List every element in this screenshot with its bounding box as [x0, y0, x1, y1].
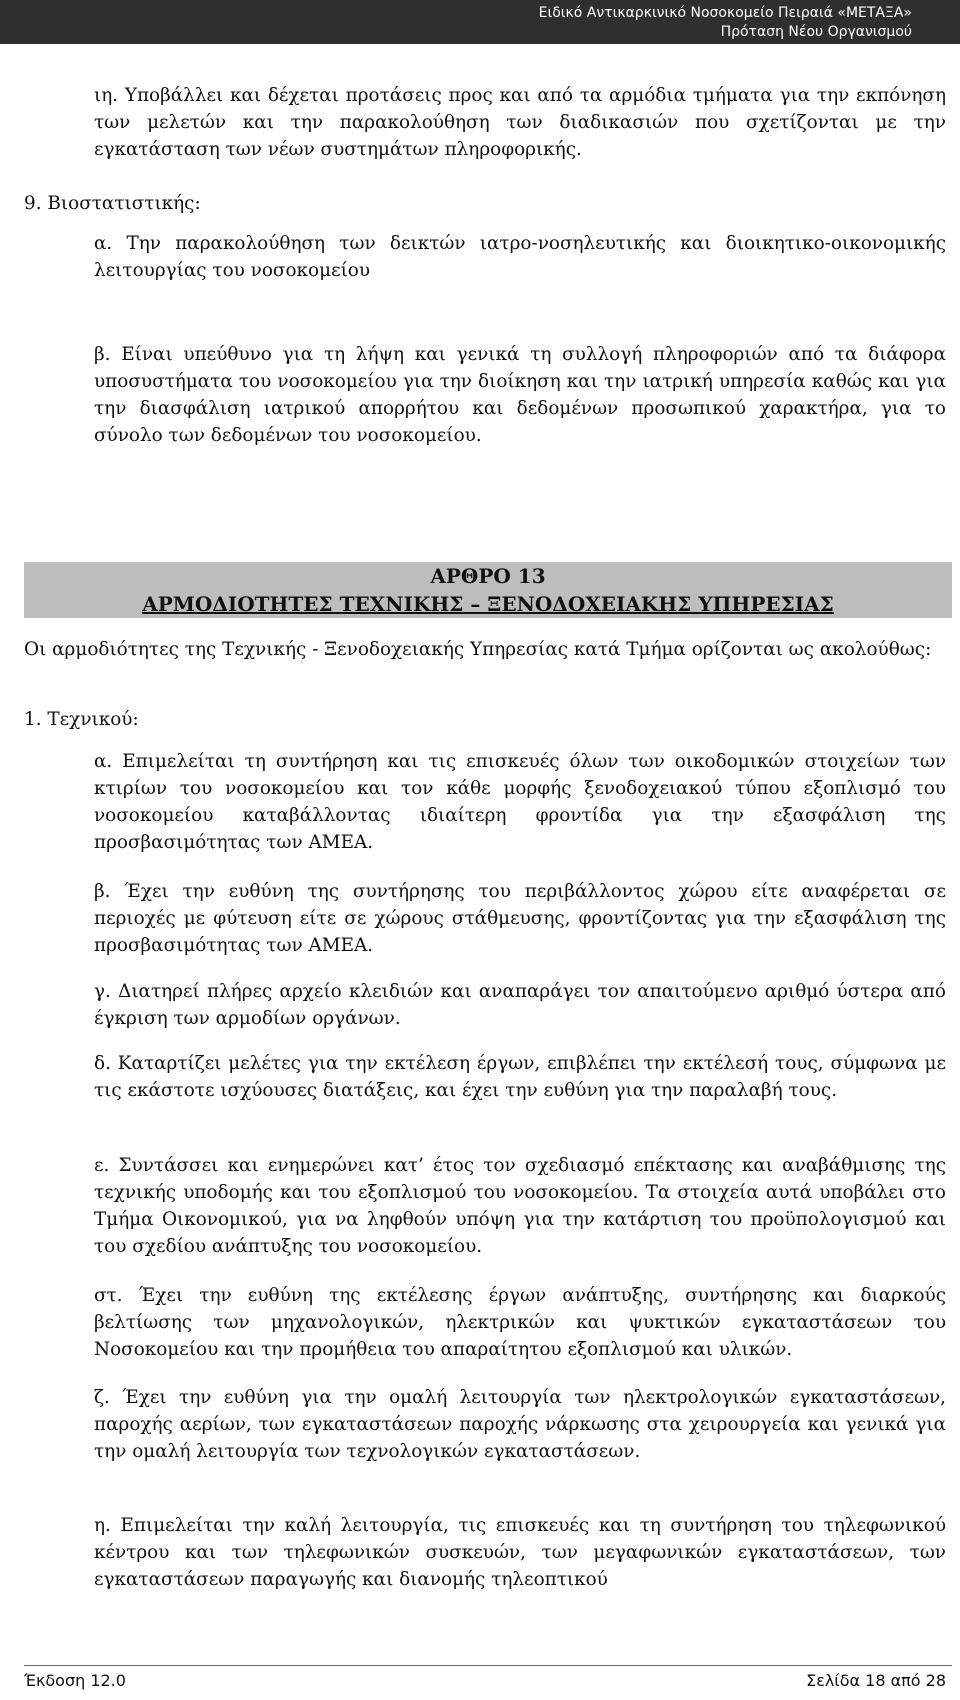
- tech-item-a: α. Επιμελείται τη συντήρηση και τις επισκευές όλων των οικοδομικών στοιχείων των κτιρίων του νοσοκομείου και τον κάθε μορφής ξενοδοχειακού τύπου εξοπλισμό του νοσοκομείου καταβάλλοντας ιδιαίτερη φροντίδα για την εξασφάλιση της προσβασιμότητας των ΑΜΕΑ.: [94, 751, 946, 853]
- tech-item-b: β. Έχει την ευθύνη της συντήρησης του περιβάλλοντος χώρου είτε αναφέρεται σε περιοχές με φύτευση είτε σε χώρους στάθμευσης, φροντίζοντας για την εξασφάλιση της προσβασιμότητας των ΑΜΕΑ.: [94, 881, 946, 956]
- article-number: ΑΡΘΡΟ 13: [430, 564, 546, 588]
- article-title: ΑΡΜΟΔΙΟΤΗΤΕΣ ΤΕΧΝΙΚΗΣ – ΞΕΝΟΔΟΧΕΙΑΚΗΣ ΥΠΗΡΕΣΙΑΣ: [142, 592, 834, 616]
- footer-page-number: Σελίδα 18 από 28: [806, 1671, 946, 1690]
- footer-divider: [24, 1665, 952, 1666]
- tech-item-e: ε. Συντάσσει και ενημερώνει κατ’ έτος τον σχεδιασμό επέκτασης και αναβάθμισης της τεχνικής υποδομής και του εξοπλισμού του νοσοκομείου. Τα στοιχεία αυτά υποβάλει στο Τμήμα Οικονομικού, για να ληφθούν υπόψη για την κατάρτιση του προϋπολογισμού και του σχεδίου ανάπτυξης του νοσοκομείου.: [94, 1155, 946, 1257]
- tech-item-d: δ. Καταρτίζει μελέτες για την εκτέλεση έργων, επιβλέπει την εκτέλεσή τους, σύμφωνα με τις εκάστοτε ισχύουσες διατάξεις, και έχει την ευθύνη για την παραλαβή τους.: [94, 1053, 946, 1101]
- technical-dept-heading: 1. Τεχνικού:: [24, 709, 139, 730]
- header-hospital-name: Ειδικό Αντικαρκινικό Νοσοκομείο Πειραιά «ΜΕΤΑΞΑ»: [538, 5, 912, 21]
- section-9-item-a: α. Την παρακολούθηση των δεικτών ιατρο-νοσηλευτικής και διοικητικο-οικονομικής λειτουργίας του νοσοκομείου: [94, 233, 946, 281]
- item-ih: ιη. Υποβάλλει και δέχεται προτάσεις προς και από τα αρμόδια τμήματα για την εκπόνηση των μελετών και την παρακολούθηση των διαδικασιών που σχετίζονται με την εγκατάσταση των νέων συστημάτων πληροφορικής.: [94, 85, 946, 160]
- header-document-title: Πρόταση Νέου Οργανισμού: [720, 24, 912, 40]
- section-9-heading: 9. Βιοστατιστικής:: [24, 193, 201, 214]
- tech-item-c: γ. Διατηρεί πλήρες αρχείο κλειδιών και αναπαράγει τον απαιτούμενο αριθμό ύστερα από έγκριση των αρμοδίων οργάνων.: [94, 981, 946, 1029]
- article-intro: Οι αρμοδιότητες της Τεχνικής - Ξενοδοχειακής Υπηρεσίας κατά Τμήμα ορίζονται ως ακολούθως:: [24, 639, 932, 660]
- section-9-item-b: β. Είναι υπεύθυνο για τη λήψη και γενικά τη συλλογή πληροφοριών από τα διάφορα υποσυστήματα του νοσοκομείου για την διοίκηση και την ιατρική υπηρεσία καθώς και για την διασφάλιση ιατρικού απορρήτου και δεδομένων προσωπικού χαρακτήρα, για το σύνολο των δεδομένων του νοσοκομείου.: [94, 344, 946, 446]
- tech-item-z: ζ. Έχει την ευθύνη για την ομαλή λειτουργία των ηλεκτρολογικών εγκαταστάσεων, παροχής αερίων, των εγκαταστάσεων παροχής νάρκωσης στα χειρουργεία και γενικά για την ομαλή λειτουργία των τεχνολογικών εγκαταστάσεων.: [94, 1387, 946, 1462]
- tech-item-st: στ. Έχει την ευθύνη της εκτέλεσης έργων ανάπτυξης, συντήρησης και διαρκούς βελτίωσης των μηχανολογικών, ηλεκτρικών και ψυκτικών εγκαταστάσεων του Νοσοκομείου και την προμήθεια του απαραίτητου εξοπλισμού και υλικών.: [94, 1285, 946, 1360]
- footer-version: Έκδοση 12.0: [24, 1671, 126, 1690]
- tech-item-h: η. Επιμελείται την καλή λειτουργία, τις επισκευές και τη συντήρηση του τηλεφωνικού κέντρου και των τηλεφωνικών συσκευών, των μεγαφωνικών εγκαταστάσεων, των εγκαταστάσεων παραγωγής και διανομής τηλεοπτικού: [94, 1515, 946, 1590]
